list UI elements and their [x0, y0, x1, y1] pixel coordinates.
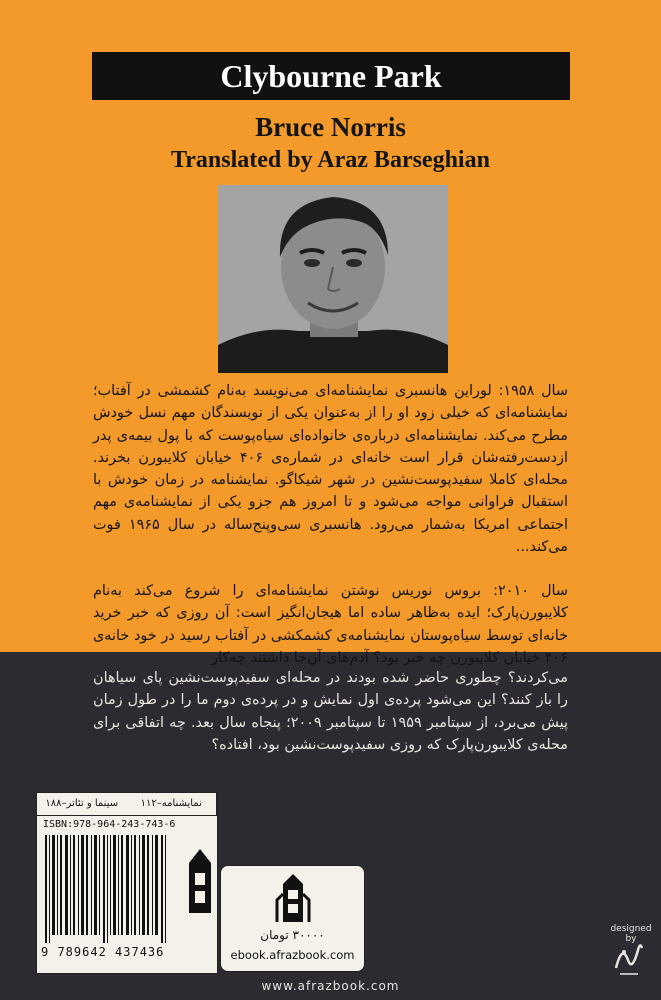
series-right: نمایشنامه–۱۱۲ [127, 793, 218, 815]
author-name: Bruce Norris [255, 112, 406, 142]
description-paragraph-3: می‌کردند؟ چطوری حاضر شده بودند در محله‌ای سفیدپوست‌نشین پای سیاهان را باز کنند؟ این می‌شود پرده‌ی اول نمایش و در پرده‌ی دوم ما را در طول زمان پیش می‌برد، از سپتامبر ۱۹۵۹ تا سپتامبر ۲۰۰۹؛ پنجاه سال بعد. چه اتفاقی برای محله‌ی کلایبورن‌پارک که روزی سفیدپوست‌نشین بود، افتاده؟ [93, 670, 568, 753]
price-box [220, 865, 365, 972]
designer-signature-icon [612, 938, 646, 978]
series-numbers [37, 793, 217, 816]
designed-by-label: designed by [610, 924, 652, 944]
barcode-icon [43, 835, 181, 943]
series-left: سینما و تئاتر–۱۸۸ [45, 798, 119, 809]
publisher-website: www.afrazbook.com [261, 979, 400, 993]
publisher-logo-icon [273, 872, 313, 924]
isbn-number: ISBN:978-964-243-743-6 [43, 819, 176, 830]
description-paragraph-2: سال ۲۰۱۰: بروس نوریس نوشتن نمایشنامه‌ای را شروع می‌کند به‌نام کلایبورن‌پارک؛ ایده به‌ظاهر ساده اما هیجان‌انگیز است: آن روزی که خبر خرید خانه‌ای توسط سیاه‌پوستان نمایشنامه‌ی کشمکشی در آفتاب رسید در خود خانه‌ی ۴۰۶ خیابان کلایبورن چه خبر بود؟ آدم‌های آن‌جا داشتند چه‌کار [93, 583, 568, 666]
ean-digits: 9 789642 437436 [41, 945, 165, 959]
book-title: Clybourne Park [92, 52, 570, 100]
isbn-barcode-box [36, 792, 218, 974]
description-paragraph-1: سال ۱۹۵۸: لوراین هانسبری نمایشنامه‌ای می‌نویسد به‌نام کشمشی در آفتاب؛ نمایشنامه‌ای که خیلی زود او را از به‌عنوان یکی از نویسندگان مهم نسل خودش مطرح می‌کند. نمایشنامه‌ای درباره‌ی خانواده‌ای سیاه‌پوست که با پول بیمه‌ی پدر ازدست‌رفته‌شان قرار است خانه‌ای در شماره‌ی ۴۰۶ خیابان کلایبورن بخرند. محله‌ای کاملا سفیدپوست‌نشین در شهر شیکاگو. نمایشنامه در زمان خودش با استقبال فراوانی مواجه می‌شود و تا امروز هم جزو یکی از نمایشنامه‌ی مهم اجتماعی امریکا به‌شمار می‌رود. هانسبری سی‌وپنج‌ساله در سال ۱۹۶۵ فوت می‌کند... [93, 383, 569, 556]
translator-credit: Translated by Araz Barseghian [171, 147, 490, 173]
price: ۳۰۰۰۰ تومان [260, 928, 325, 942]
publisher-logo-icon [187, 843, 213, 933]
ebook-url: ebook.afrazbook.com [230, 948, 355, 962]
author-photo [218, 185, 448, 373]
